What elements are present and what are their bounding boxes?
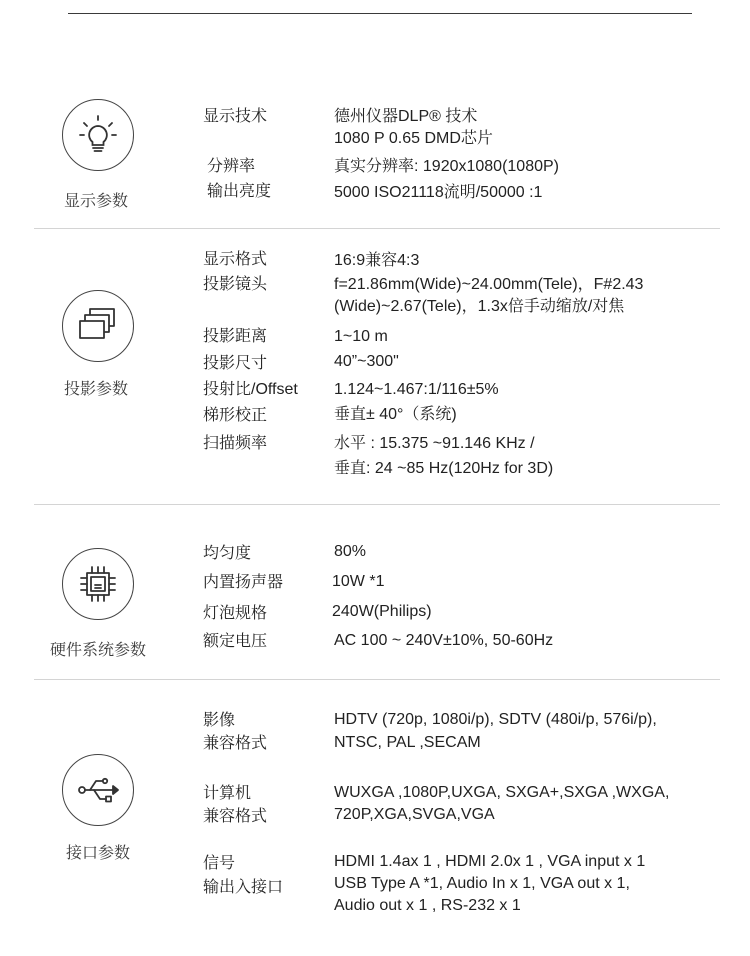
- spec-key: 输出亮度: [207, 183, 272, 200]
- spec-key: 额定电压: [203, 633, 268, 650]
- spec-value: USB Type A *1, Audio In x 1, VGA out x 1,: [334, 875, 630, 892]
- spec-value: 1~10 m: [334, 328, 388, 345]
- spec-key: 投射比/Offset: [203, 381, 298, 398]
- lightbulb-icon: [62, 99, 134, 171]
- spec-key: 显示技术: [203, 108, 268, 125]
- top-rule: [68, 13, 692, 14]
- section-divider: [34, 228, 720, 229]
- spec-key: 计算机: [203, 785, 252, 802]
- spec-value: NTSC, PAL ,SECAM: [334, 734, 481, 751]
- spec-key: 扫描频率: [203, 435, 268, 452]
- spec-value: 10W *1: [332, 573, 385, 590]
- spec-value: 720P,XGA,SVGA,VGA: [334, 806, 495, 823]
- spec-key: 分辨率: [207, 158, 256, 175]
- section-divider: [34, 679, 720, 680]
- spec-value: 40”~300": [334, 353, 399, 370]
- spec-value: 1080 P 0.65 DMD芯片: [334, 130, 493, 147]
- usb-icon: [62, 754, 134, 826]
- spec-value: 真实分辨率: 1920x1080(1080P): [334, 158, 560, 175]
- chip-icon: [62, 548, 134, 620]
- spec-key: 兼容格式: [203, 735, 268, 752]
- section-label-hardware: 硬件系统参数: [50, 642, 147, 659]
- spec-key: 投影镜头: [203, 276, 268, 293]
- section-label-interface: 接口参数: [66, 845, 131, 862]
- spec-value: WUXGA ,1080P,UXGA, SXGA+,SXGA ,WXGA,: [334, 784, 670, 801]
- spec-key: 显示格式: [203, 251, 268, 268]
- spec-value: AC 100 ~ 240V±10%, 50-60Hz: [334, 632, 554, 649]
- section-label-projection: 投影参数: [64, 381, 129, 398]
- spec-value: 5000 ISO21118流明/50000 :1: [334, 184, 543, 201]
- projection-screens-icon: [62, 290, 134, 362]
- spec-value: 垂直± 40°（系统): [334, 406, 457, 423]
- spec-value: f=21.86mm(Wide)~24.00mm(Tele)，F#2.43: [334, 276, 644, 293]
- spec-key: 信号: [203, 855, 236, 872]
- spec-value: 1.124~1.467:1/116±5%: [334, 381, 499, 398]
- spec-value: 16:9兼容4:3: [334, 252, 420, 269]
- spec-key: 影像: [203, 712, 236, 729]
- spec-key: 内置扬声器: [203, 574, 284, 591]
- section-divider: [34, 504, 720, 505]
- spec-value: HDTV (720p, 1080i/p), SDTV (480i/p, 576i/p),: [334, 711, 657, 728]
- spec-key: 投影尺寸: [203, 355, 268, 372]
- spec-value: 80%: [334, 543, 367, 560]
- spec-value: Audio out x 1 , RS-232 x 1: [334, 897, 521, 914]
- spec-key: 均匀度: [203, 545, 252, 562]
- section-label-display: 显示参数: [64, 193, 129, 210]
- spec-value: 240W(Philips): [332, 603, 432, 620]
- spec-value: 水平 : 15.375 ~91.146 KHz /: [334, 435, 535, 452]
- spec-key: 输出入接口: [203, 879, 284, 896]
- spec-value: (Wide)~2.67(Tele)，1.3x倍手动缩放/对焦: [334, 298, 625, 315]
- spec-value: 德州仪器DLP® 技术: [334, 108, 478, 125]
- spec-key: 灯泡规格: [203, 605, 268, 622]
- spec-key: 投影距离: [203, 328, 268, 345]
- spec-key: 兼容格式: [203, 808, 268, 825]
- spec-value: 垂直: 24 ~85 Hz(120Hz for 3D): [334, 460, 554, 477]
- spec-key: 梯形校正: [203, 407, 268, 424]
- spec-value: HDMI 1.4ax 1 , HDMI 2.0x 1 , VGA input x 1: [334, 853, 646, 870]
